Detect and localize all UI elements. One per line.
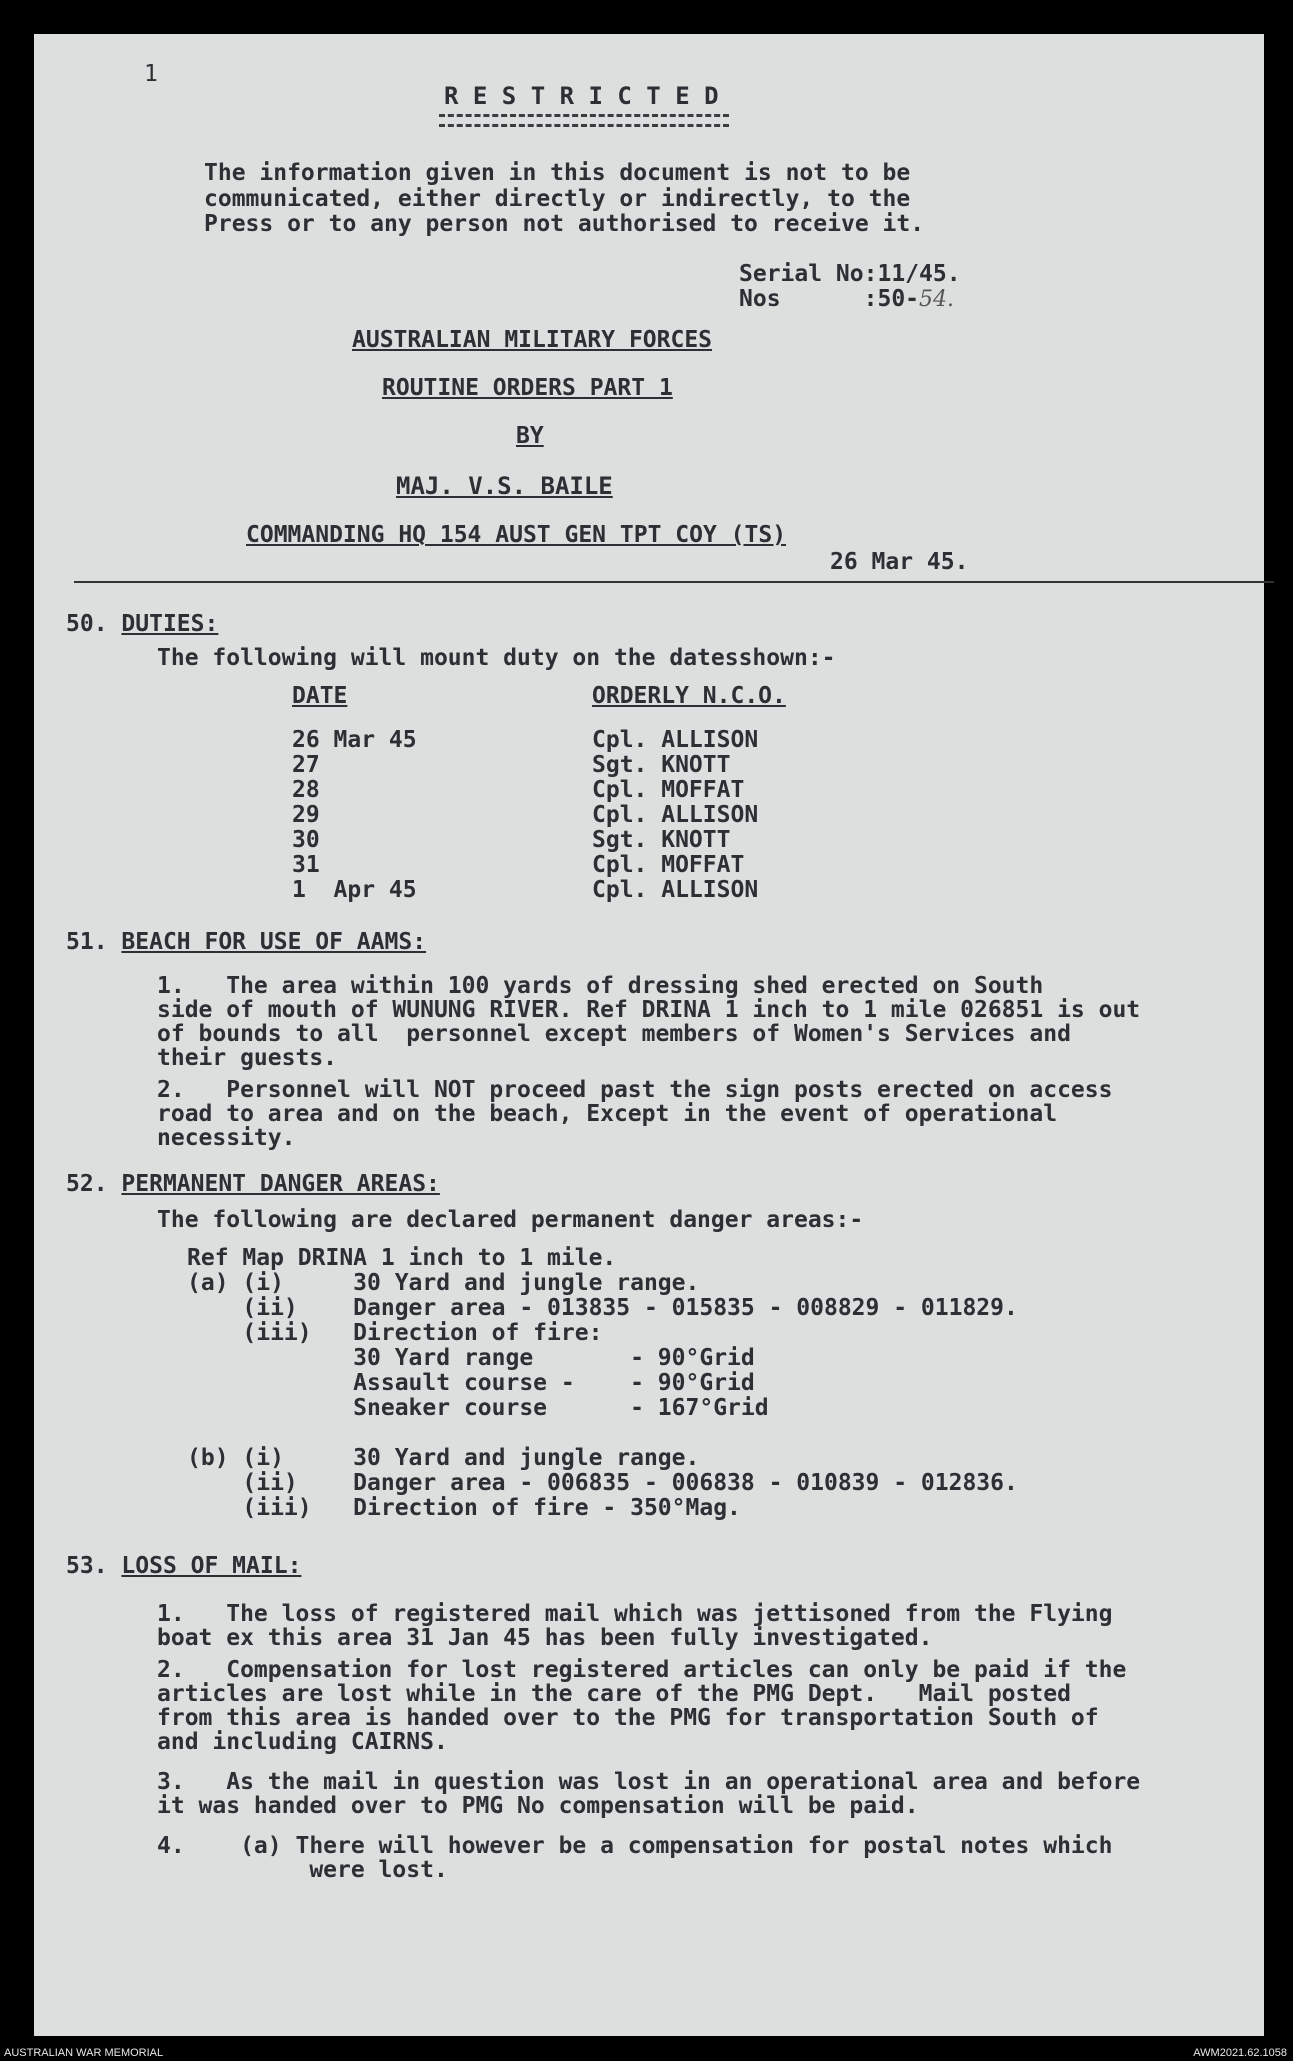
section-title: PERMANENT DANGER AREAS: xyxy=(121,1171,440,1197)
duty-date: 30 xyxy=(292,827,320,853)
duties-col-date: DATE xyxy=(292,683,348,709)
duty-nco: Sgt. KNOTT xyxy=(592,752,731,778)
danger-line: (ii) Danger area - 013835 - 015835 - 008829 - 011829. xyxy=(187,1295,1018,1321)
danger-line: (b) (i) 30 Yard and jungle range. xyxy=(187,1445,700,1471)
danger-line: (iii) Direction of fire: xyxy=(187,1320,603,1346)
nos-handwritten: 54. xyxy=(919,287,955,312)
danger-intro: The following are declared permanent danger areas:- xyxy=(157,1207,864,1233)
duty-nco: Cpl. MOFFAT xyxy=(592,777,745,803)
section-number: 51. xyxy=(66,929,108,955)
beach-para-line: necessity. xyxy=(157,1125,296,1151)
mail-para-line: 2. Compensation for lost registered articles can only be paid if the xyxy=(157,1657,1127,1683)
section-danger-heading xyxy=(66,1172,440,1197)
section-number: 53. xyxy=(66,1553,108,1579)
duty-nco: Cpl. ALLISON xyxy=(592,802,759,828)
duty-date: 26 Mar 45 xyxy=(292,727,417,753)
beach-para-line: side of mouth of WUNUNG RIVER. Ref DRINA 1 inch to 1 mile 026851 is out xyxy=(157,997,1141,1023)
duty-nco: Cpl. ALLISON xyxy=(592,727,759,753)
section-title: BEACH FOR USE OF AAMS: xyxy=(121,929,427,955)
order-date: 26 Mar 45. xyxy=(830,549,969,575)
serial-label: Serial No: xyxy=(739,261,878,287)
section-number: 52. xyxy=(66,1171,108,1197)
beach-para-line: 2. Personnel will NOT proceed past the sign posts erected on access xyxy=(157,1077,1113,1103)
beach-para-line: road to area and on the beach, Except in the event of operational xyxy=(157,1101,1058,1127)
section-number: 50. xyxy=(66,611,108,637)
document-page xyxy=(34,34,1264,2036)
danger-line: Sneaker course - 167°Grid xyxy=(187,1395,769,1421)
duty-nco: Cpl. ALLISON xyxy=(592,877,759,903)
notice-line: Press or to any person not authorised to receive it. xyxy=(204,211,925,237)
duty-nco: Sgt. KNOTT xyxy=(592,827,731,853)
mail-para-line: 4. (a) There will however be a compensation for postal notes which xyxy=(157,1833,1113,1859)
danger-line: (iii) Direction of fire - 350°Mag. xyxy=(187,1495,741,1521)
danger-line: 30 Yard range - 90°Grid xyxy=(187,1345,755,1371)
mail-para-line: boat ex this area 31 Jan 45 has been fully investigated. xyxy=(157,1625,933,1651)
classification-heading: R E S T R I C T E D xyxy=(444,82,719,110)
corner-mark: 1 xyxy=(144,61,158,87)
footer-reference-number: AWM2021.62.1058 xyxy=(1193,2047,1287,2059)
title-orders: ROUTINE ORDERS PART 1 xyxy=(382,375,673,401)
section-title: LOSS OF MAIL: xyxy=(121,1553,302,1579)
danger-line: Assault course - - 90°Grid xyxy=(187,1370,755,1396)
duty-date: 29 xyxy=(292,802,320,828)
double-underline xyxy=(439,114,729,127)
serial-value: 11/45. xyxy=(877,261,961,287)
section-duties-heading xyxy=(66,612,218,637)
title-command: COMMANDING HQ 154 AUST GEN TPT COY (TS) xyxy=(246,522,787,548)
title-by: BY xyxy=(516,423,544,449)
nos-value: :50- xyxy=(863,286,920,312)
section-title: DUTIES: xyxy=(121,611,219,637)
beach-para-line: of bounds to all personnel except members of Women's Services and xyxy=(157,1021,1071,1047)
title-officer: MAJ. V.S. BAILE xyxy=(396,472,613,500)
serial-number xyxy=(739,262,961,287)
header-divider xyxy=(74,581,1274,583)
nos-line xyxy=(739,287,954,312)
mail-para-line: it was handed over to PMG No compensation will be paid. xyxy=(157,1793,919,1819)
mail-para-line: articles are lost while in the care of the PMG Dept. Mail posted xyxy=(157,1681,1071,1707)
danger-line: (a) (i) 30 Yard and jungle range. xyxy=(187,1270,700,1296)
mail-para-line: and including CAIRNS. xyxy=(157,1729,448,1755)
section-beach-heading xyxy=(66,930,426,955)
mail-para-line: from this area is handed over to the PMG for transportation South of xyxy=(157,1705,1099,1731)
duty-date: 1 Apr 45 xyxy=(292,877,417,903)
duty-date: 27 xyxy=(292,752,320,778)
nos-label: Nos xyxy=(739,286,781,312)
danger-line: (ii) Danger area - 006835 - 006838 - 010839 - 012836. xyxy=(187,1470,1018,1496)
duties-intro: The following will mount duty on the datesshown:- xyxy=(157,645,836,671)
section-mail-heading xyxy=(66,1554,301,1579)
footer-archive-name: AUSTRALIAN WAR MEMORIAL xyxy=(4,2047,164,2059)
mail-para-line: 3. As the mail in question was lost in an operational area and before xyxy=(157,1769,1141,1795)
duty-date: 31 xyxy=(292,852,320,878)
beach-para-line: 1. The area within 100 yards of dressing shed erected on South xyxy=(157,973,1044,999)
mail-para-line: 1. The loss of registered mail which was jettisoned from the Flying xyxy=(157,1601,1113,1627)
notice-line: The information given in this document is not to be xyxy=(204,160,911,186)
mail-para-line: were lost. xyxy=(157,1857,448,1883)
beach-para-line: their guests. xyxy=(157,1045,338,1071)
notice-line: communicated, either directly or indirectly, to the xyxy=(204,186,911,212)
duties-col-nco: ORDERLY N.C.O. xyxy=(592,683,786,709)
duty-nco: Cpl. MOFFAT xyxy=(592,852,745,878)
duty-date: 28 xyxy=(292,777,320,803)
title-forces: AUSTRALIAN MILITARY FORCES xyxy=(352,327,713,353)
danger-ref: Ref Map DRINA 1 inch to 1 mile. xyxy=(187,1245,617,1271)
